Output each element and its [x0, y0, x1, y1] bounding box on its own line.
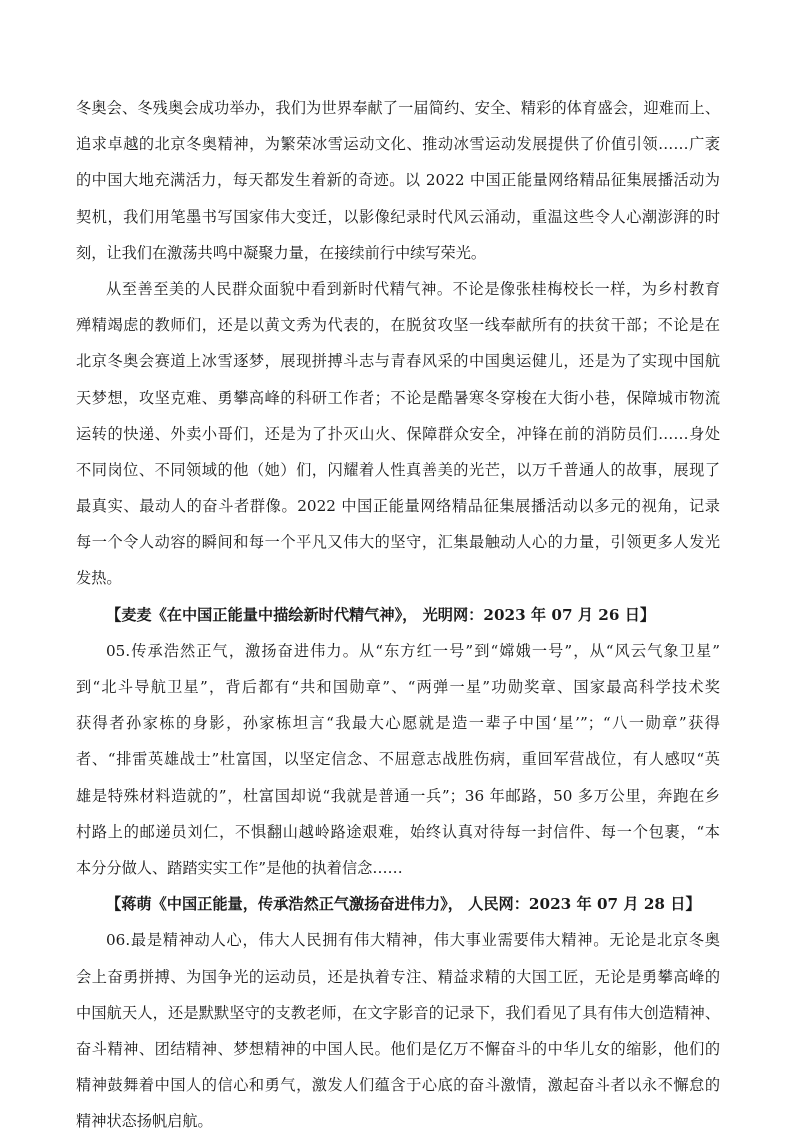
text-line: 村路上的邮递员刘仁，不惧翻山越岭路途艰难，始终认真对待每一封信件、每一个包裹，“本: [76, 822, 720, 841]
paragraph-1: [76, 90, 720, 271]
text-line: 刻，让我们在激荡共鸣中凝聚力量，在接续前行中续写荣光。: [76, 243, 487, 262]
text-line: 雄是特殊材料造就的”，杜富国却说“我就是普通一兵”；36 年邮路，50 多万公里，奔跑在乡: [76, 786, 720, 805]
paragraph-2: [76, 271, 720, 597]
text-line: 精神鼓舞着中国人的信心和勇气，激发人们蕴含于心底的奋斗激情，激起奋斗者以永不懈怠的: [76, 1076, 720, 1095]
text-line: 到“北斗导航卫星”，背后都有“共和国勋章”、“两弹一星”功勋奖章、国家最高科学技术奖: [76, 678, 720, 696]
citation-1: 【麦麦《在中国正能量中描绘新时代精气神》， 光明网：2023 年 07 月 26 日】: [106, 605, 656, 624]
text-line: 精神状态扬帆启航。: [76, 1112, 213, 1131]
text-line: 奋斗精神、团结精神、梦想精神的中国人民。他们是亿万不懈奋斗的中华儿女的缩影，他们的: [76, 1039, 720, 1058]
text-line: 会上奋勇拼搏、为国争光的运动员，还是执着专注、精益求精的大国工匠，无论是勇攀高峰的: [76, 967, 720, 986]
text-line: 中国航天人，还是默默坚守的支教老师，在文字影音的记录下，我们看见了具有伟大创造精神、: [76, 1003, 720, 1022]
text-line: 北京冬奥会赛道上冰雪逐梦，展现拼搏斗志与青春风采的中国奥运健儿，还是为了实现中国航: [76, 352, 720, 371]
text-line: 的中国大地充满活力，每天都发生着新的奇迹。以 2022 中国正能量网络精品征集展播活动为: [76, 171, 720, 190]
text-line: 本分分做人、踏踏实实工作”是他的执着信念……: [76, 858, 403, 877]
paragraph-06: [76, 922, 720, 1139]
text-line: 05.传承浩然正气，激扬奋进伟力。从“东方红一号”到“嫦娥一号”，从“风云气象卫星”: [106, 641, 720, 660]
text-line: 最真实、最动人的奋斗者群像。2022 中国正能量网络精品征集展播活动以多元的视角，记录: [76, 497, 720, 516]
text-line: 追求卓越的北京冬奥精神，为繁荣冰雪运动文化、推动冰雪运动发展提供了价值引领……广袤: [76, 135, 720, 154]
citation-2: 【蒋萌《中国正能量，传承浩然正气激扬奋进伟力》， 人民网：2023 年 07 月 28 日】: [106, 895, 701, 914]
text-line: 者、“排雷英雄战士”杜富国，以坚定信念、不屈意志战胜伤病，重回军营战位，有人感叹“英: [76, 750, 720, 769]
text-line: 发热。: [76, 569, 122, 588]
text-line: 殚精竭虑的教师们，还是以黄文秀为代表的，在脱贫攻坚一线奉献所有的扶贫干部；不论是在: [76, 316, 720, 335]
text-line: 运转的快递、外卖小哥们，还是为了扑灭山火、保障群众安全，冲锋在前的消防员们……身处: [76, 424, 720, 443]
paragraph-05: [76, 633, 720, 886]
text-line: 契机，我们用笔墨书写国家伟大变迁，以影像纪录时代风云涌动，重温这些令人心潮澎湃的时: [76, 207, 720, 226]
text-line: 天梦想，攻坚克难、勇攀高峰的科研工作者；不论是酷暑寒冬穿梭在大街小巷，保障城市物流: [76, 388, 720, 407]
text-line: 每一个令人动容的瞬间和每一个平凡又伟大的坚守，汇集最触动人心的力量，引领更多人发光: [76, 533, 720, 552]
document-page: [76, 90, 720, 1139]
text-line: 冬奥会、冬残奥会成功举办，我们为世界奉献了一届简约、安全、精彩的体育盛会，迎难而上、: [76, 99, 720, 117]
text-line: 06.最是精神动人心，伟大人民拥有伟大精神，伟大事业需要伟大精神。无论是北京冬奥: [106, 931, 720, 950]
text-line: 获得者孙家栋的身影，孙家栋坦言“我最大心愿就是造一辈子中国‘星’”；“八一勋章”获得: [76, 714, 720, 733]
text-line: 从至善至美的人民群众面貌中看到新时代精气神。不论是像张桂梅校长一样，为乡村教育: [106, 279, 720, 298]
text-line: 不同岗位、不同领域的他（她）们，闪耀着人性真善美的光芒，以万千普通人的故事，展现了: [76, 460, 720, 479]
